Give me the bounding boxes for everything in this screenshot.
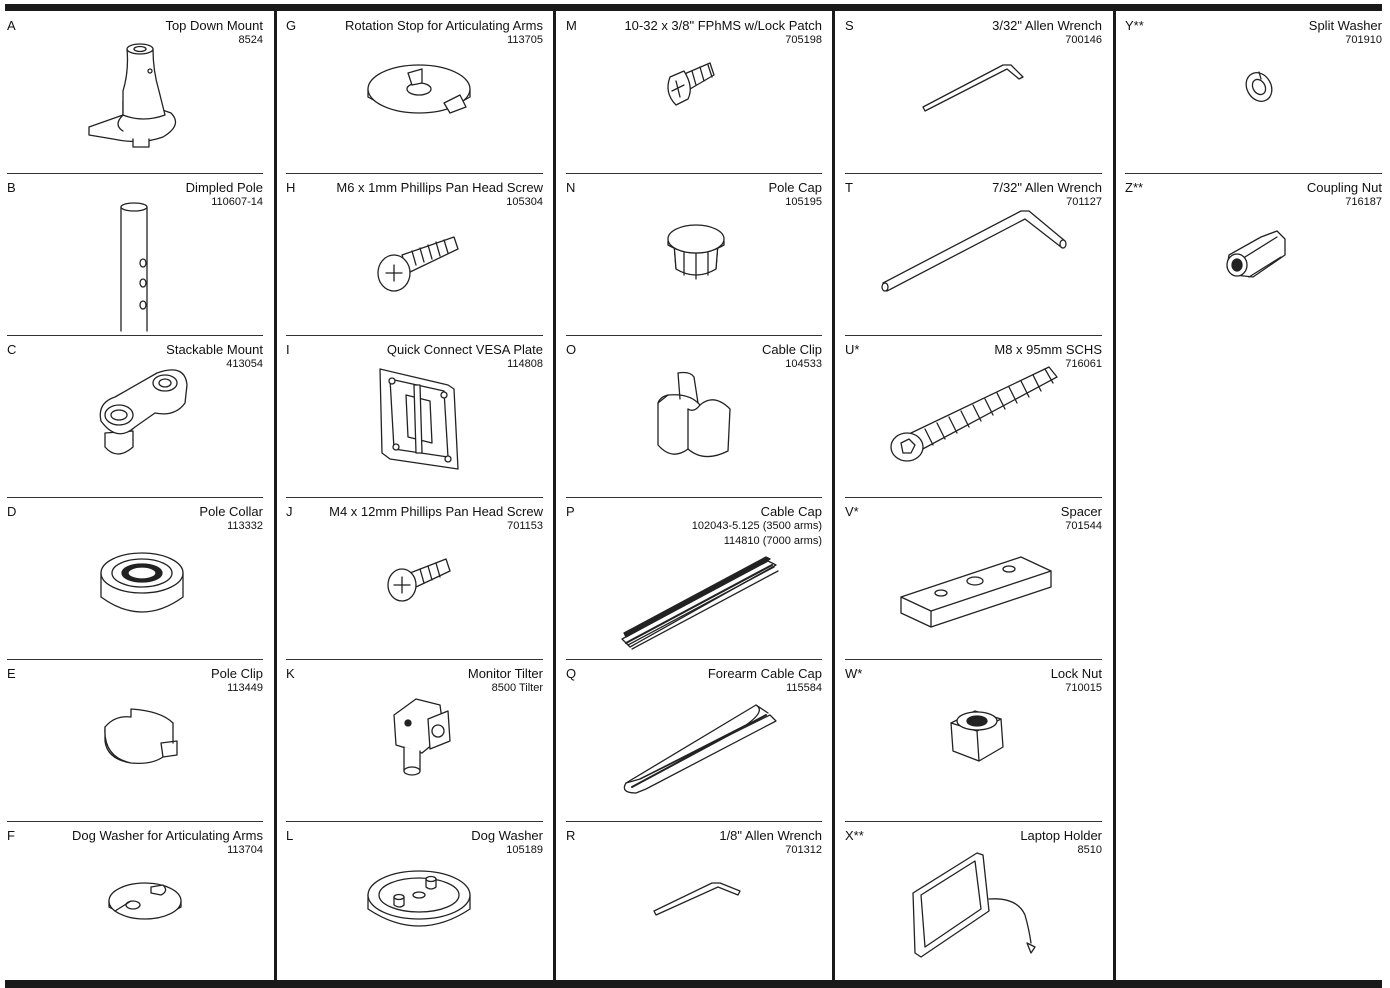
part-cell-y <box>1125 11 1382 173</box>
part-name: M8 x 95mm SCHS <box>994 342 1102 357</box>
part-number: 114808 <box>507 358 543 370</box>
part-letter: O <box>566 342 577 357</box>
part-cell-a <box>7 11 263 173</box>
allen-wrench-medium-icon <box>919 57 1029 117</box>
part-name: Laptop Holder <box>1020 828 1102 843</box>
row-divider <box>1125 173 1382 174</box>
part-name: Coupling Nut <box>1306 180 1382 195</box>
part-letter: A <box>7 18 16 33</box>
part-name: Lock Nut <box>1050 666 1102 681</box>
lock-nut-icon <box>943 703 1013 773</box>
pole-cap-icon <box>662 217 732 287</box>
part-name: 3/32" Allen Wrench <box>992 18 1102 33</box>
part-name: Pole Clip <box>210 666 263 681</box>
dog-washer-icon <box>364 861 474 941</box>
part-letter: M <box>566 18 577 33</box>
part-number: 716187 <box>1345 196 1382 208</box>
part-name: Dog Washer for Articulating Arms <box>72 828 263 843</box>
part-number: 113705 <box>507 34 543 46</box>
part-letter: Q <box>566 666 577 681</box>
part-name: Cable Cap <box>760 504 822 519</box>
column-divider <box>553 11 556 980</box>
part-letter: T <box>845 180 853 195</box>
part-name: Top Down Mount <box>165 18 263 33</box>
socket-cap-screw-icon <box>885 363 1065 473</box>
part-cell-i <box>286 335 543 497</box>
column-divider <box>1113 11 1116 980</box>
part-name: 7/32" Allen Wrench <box>992 180 1102 195</box>
part-letter: C <box>7 342 17 357</box>
part-cell-g <box>286 11 543 173</box>
forearm-cable-cap-icon <box>616 697 786 807</box>
part-number: 105189 <box>506 844 543 856</box>
pan-head-screw-small-icon <box>384 551 464 611</box>
part-name: Dimpled Pole <box>185 180 263 195</box>
part-cell-x <box>845 821 1102 983</box>
part-letter: Y** <box>1125 18 1144 33</box>
rotation-stop-icon <box>364 51 474 141</box>
pole-clip-icon <box>101 707 191 777</box>
part-number: 110607-14 <box>211 196 263 208</box>
part-letter: G <box>286 18 297 33</box>
part-letter: Z** <box>1125 180 1144 195</box>
part-cell-u <box>845 335 1102 497</box>
part-letter: E <box>7 666 16 681</box>
allen-wrench-small-icon <box>650 869 750 919</box>
part-cell-t <box>845 173 1102 335</box>
part-number: 115584 <box>786 682 822 694</box>
part-cell-k <box>286 659 543 821</box>
laptop-holder-icon <box>907 849 1057 969</box>
part-name: Split Washer <box>1308 18 1382 33</box>
part-number: 113704 <box>227 844 263 856</box>
part-name: Pole Collar <box>199 504 263 519</box>
part-letter: I <box>286 342 290 357</box>
part-name: Cable Clip <box>762 342 822 357</box>
part-number: 105195 <box>785 196 822 208</box>
part-number: 413054 <box>226 358 263 370</box>
part-cell-q <box>566 659 822 821</box>
part-number: 701544 <box>1065 520 1102 532</box>
monitor-tilter-icon <box>382 695 462 785</box>
part-cell-v <box>845 497 1102 659</box>
part-name: 1/8" Allen Wrench <box>719 828 822 843</box>
part-cell-e <box>7 659 263 821</box>
top-down-mount-icon <box>83 41 193 151</box>
part-letter: H <box>286 180 296 195</box>
part-number: 102043-5.125 (3500 arms) <box>691 520 822 532</box>
coupling-nut-icon <box>1221 225 1291 285</box>
vesa-plate-icon <box>376 365 466 475</box>
column-divider <box>832 11 835 980</box>
part-number: 701153 <box>507 520 543 532</box>
part-name: 10-32 x 3/8" FPhMS w/Lock Patch <box>624 18 822 33</box>
part-number: 701910 <box>1345 34 1382 46</box>
part-cell-f <box>7 821 263 983</box>
part-cell-p <box>566 497 822 659</box>
part-number: 710015 <box>1065 682 1102 694</box>
part-cell-w <box>845 659 1102 821</box>
part-number: 701127 <box>1066 196 1102 208</box>
part-name: Pole Cap <box>768 180 822 195</box>
part-cell-b <box>7 173 263 335</box>
dimpled-pole-icon <box>115 203 155 333</box>
part-cell-m <box>566 11 822 173</box>
part-name: Rotation Stop for Articulating Arms <box>345 18 543 33</box>
part-number: 113332 <box>227 520 263 532</box>
part-number: 705198 <box>785 34 822 46</box>
part-letter: X** <box>845 828 864 843</box>
part-number: 113449 <box>227 682 263 694</box>
cable-cap-icon <box>616 553 786 653</box>
spacer-icon <box>895 537 1055 637</box>
part-letter: F <box>7 828 15 843</box>
part-letter: R <box>566 828 576 843</box>
part-cell-l <box>286 821 543 983</box>
part-name: Monitor Tilter <box>467 666 543 681</box>
part-letter: B <box>7 180 16 195</box>
part-name: M4 x 12mm Phillips Pan Head Screw <box>329 504 543 519</box>
part-number: 8510 <box>1077 844 1102 856</box>
part-letter: L <box>286 828 294 843</box>
part-cell-r <box>566 821 822 983</box>
part-cell-z <box>1125 173 1382 335</box>
part-name: Spacer <box>1060 504 1102 519</box>
column-divider <box>274 11 277 980</box>
flat-head-screw-icon <box>662 55 732 115</box>
part-cell-h <box>286 173 543 335</box>
part-letter: N <box>566 180 576 195</box>
part-letter: U* <box>845 342 860 357</box>
part-cell-j <box>286 497 543 659</box>
stackable-mount-icon <box>95 363 195 463</box>
part-number: 105304 <box>506 196 543 208</box>
split-washer-icon <box>1239 67 1279 107</box>
pole-collar-icon <box>97 541 187 621</box>
part-number: 700146 <box>1065 34 1102 46</box>
part-cell-c <box>7 335 263 497</box>
top-rule <box>5 4 1382 11</box>
part-letter: V* <box>845 504 859 519</box>
part-cell-o <box>566 335 822 497</box>
part-name: Forearm Cable Cap <box>707 666 822 681</box>
part-name: Dog Washer <box>471 828 543 843</box>
part-number: 8500 Tilter <box>491 682 543 694</box>
part-cell-d <box>7 497 263 659</box>
part-letter: W* <box>845 666 863 681</box>
part-letter: S <box>845 18 854 33</box>
part-number: 104533 <box>785 358 822 370</box>
part-name: M6 x 1mm Phillips Pan Head Screw <box>336 180 543 195</box>
part-number: 716061 <box>1065 358 1102 370</box>
dog-washer-articulating-icon <box>105 871 185 931</box>
part-letter: D <box>7 504 17 519</box>
allen-wrench-large-icon <box>879 205 1069 295</box>
part-cell-n <box>566 173 822 335</box>
part-number: 701312 <box>785 844 822 856</box>
part-name: Stackable Mount <box>166 342 263 357</box>
part-number-alt: 114810 (7000 arms) <box>723 535 822 547</box>
pan-head-screw-icon <box>372 229 472 299</box>
part-letter: J <box>286 504 293 519</box>
part-letter: P <box>566 504 575 519</box>
part-number: 8524 <box>238 34 263 46</box>
part-name: Quick Connect VESA Plate <box>386 342 543 357</box>
part-letter: K <box>286 666 295 681</box>
part-cell-s <box>845 11 1102 173</box>
cable-clip-icon <box>654 369 744 469</box>
